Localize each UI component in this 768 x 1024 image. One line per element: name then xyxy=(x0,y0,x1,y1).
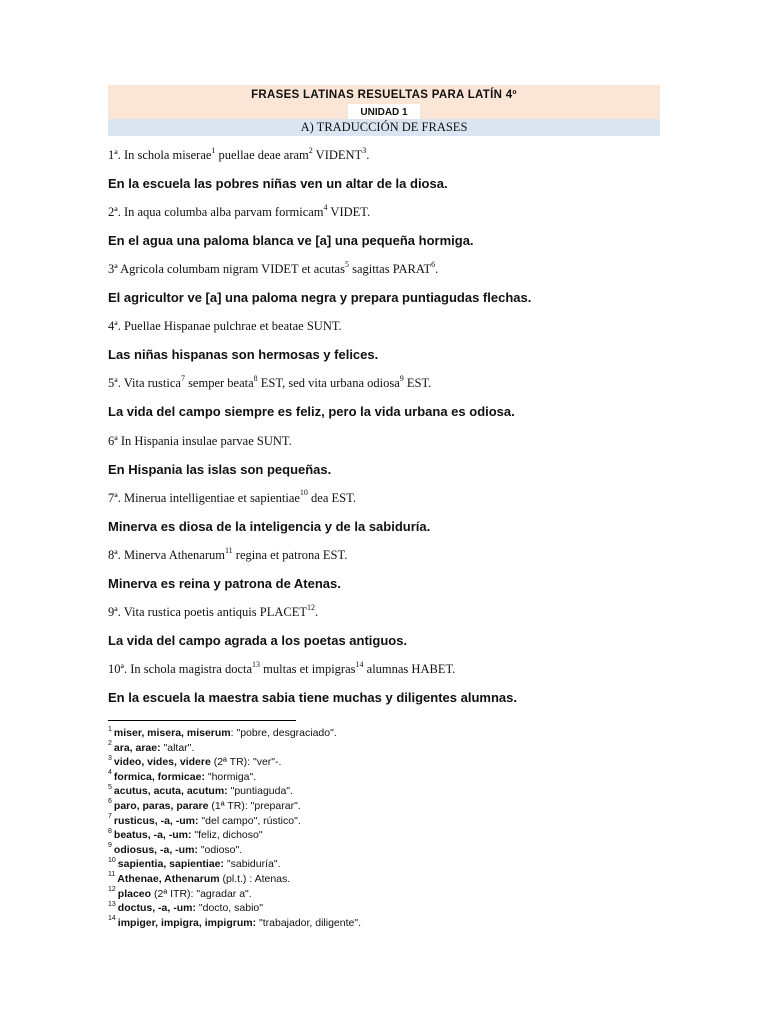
latin-text: puellae deae aram xyxy=(215,148,309,162)
footnote-number: 12 xyxy=(108,886,116,894)
footnote-item xyxy=(108,799,668,814)
footnote-ref: 5 xyxy=(344,260,349,270)
footnote-term: formica, formicae: xyxy=(113,770,205,783)
footnote-number: 4 xyxy=(108,769,112,777)
footnote-definition: (pl.t.) : Atenas. xyxy=(219,872,291,885)
latin-sentence xyxy=(108,147,668,163)
footnote-definition: "docto, sabio" xyxy=(195,902,263,915)
latin-sentence xyxy=(108,261,668,277)
footnote-ref: 4 xyxy=(323,202,328,212)
footnote-definition: (2ª ITR): "agradar a". xyxy=(151,887,252,900)
footnote-item xyxy=(108,843,668,858)
footnote-ref: 2 xyxy=(308,145,313,155)
footnote-definition: "feliz, dichoso" xyxy=(191,829,263,842)
footnote-item xyxy=(108,872,668,887)
footnote-item xyxy=(108,887,668,902)
spanish-translation: La vida del campo siempre es feliz, pero la vida urbana es odiosa. xyxy=(108,404,515,420)
footnote-number: 7 xyxy=(108,813,112,821)
footnote-item xyxy=(108,916,668,931)
footnote-ref: 12 xyxy=(306,602,315,612)
footnote-term: paro, paras, parare xyxy=(113,799,209,812)
spanish-translation: Minerva es diosa de la inteligencia y de la sabiduría. xyxy=(108,518,431,534)
footnote-item xyxy=(108,784,668,799)
footnote-ref: 7 xyxy=(180,374,185,384)
footnote-ref: 6 xyxy=(431,260,436,270)
footnote-number: 8 xyxy=(108,827,112,835)
footnote-number: 14 xyxy=(108,915,116,923)
footnote-number: 5 xyxy=(108,783,112,791)
latin-sentence xyxy=(108,661,668,677)
document-title: FRASES LATINAS RESUELTAS PARA LATÍN 4º xyxy=(108,85,660,105)
latin-text: 4ª. Puellae Hispanae pulchrae et beatae SUNT. xyxy=(108,319,342,334)
footnote-item xyxy=(108,814,668,829)
footnote-item xyxy=(108,755,668,770)
footnote-definition: "altar". xyxy=(160,741,195,754)
footnote-term: miser, misera, miserum xyxy=(113,727,231,739)
footnote-term: video, vides, videre xyxy=(113,756,211,769)
latin-text: sagittas PARAT xyxy=(348,262,432,277)
latin-text: 6ª In Hispania insulae parvae SUNT. xyxy=(108,433,292,448)
footnote-definition: : "pobre, desgraciado". xyxy=(230,727,337,739)
footnote-separator xyxy=(108,720,296,721)
latin-text: dea EST. xyxy=(307,490,356,505)
latin-text: semper beata xyxy=(184,376,254,391)
footnote-term: doctus, -a, -um: xyxy=(117,902,196,915)
footnote-item xyxy=(108,901,668,916)
footnote-item xyxy=(108,726,668,741)
spanish-translation: En Hispania las islas son pequeñas. xyxy=(108,461,332,477)
latin-text: VIDET. xyxy=(327,205,371,220)
footnote-list xyxy=(108,726,668,930)
latin-text: 7ª. Minerua intelligentiae et sapientiae xyxy=(108,490,300,505)
footnote-number: 11 xyxy=(108,871,116,879)
footnote-definition: "odioso". xyxy=(197,843,243,856)
footnote-ref: 1 xyxy=(211,145,216,155)
spanish-translation: En la escuela las pobres niñas ven un altar de la diosa. xyxy=(108,176,448,191)
footnote-number: 3 xyxy=(108,754,112,762)
unit-heading: UNIDAD 1 xyxy=(348,104,419,121)
latin-sentence xyxy=(108,433,668,449)
spanish-translation: La vida del campo agrada a los poetas antiguos. xyxy=(108,632,408,648)
footnote-definition: "del campo", rústico". xyxy=(198,814,301,827)
latin-text: EST. xyxy=(403,376,432,391)
spanish-translation: En la escuela la maestra sabia tiene muchas y diligentes alumnas. xyxy=(108,689,517,705)
footnote-term: sapientia, sapientiae: xyxy=(117,858,225,871)
footnote-term: acutus, acuta, acutum: xyxy=(113,785,228,798)
footnote-ref: 3 xyxy=(362,145,367,155)
footnote-ref: 14 xyxy=(355,659,364,669)
footnote-definition: (1ª TR): "preparar". xyxy=(208,799,301,812)
footnote-term: ara, arae: xyxy=(113,741,161,754)
footnote-ref: 13 xyxy=(252,659,261,669)
latin-text: 10ª. In schola magistra docta xyxy=(108,661,253,676)
footnote-definition: "puntiaguda". xyxy=(227,785,293,798)
footnote-term: odiosus, -a, -um: xyxy=(113,843,198,856)
spanish-translation: El agricultor ve [a] una paloma negra y prepara puntiagudas flechas. xyxy=(108,290,532,306)
footnote-ref: 10 xyxy=(299,488,308,498)
footnote-number: 2 xyxy=(108,740,112,748)
unit-heading-band xyxy=(108,102,660,119)
footnote-number: 6 xyxy=(108,798,112,806)
footnote-number: 13 xyxy=(108,900,116,908)
section-heading: A) TRADUCCIÓN DE FRASES xyxy=(108,119,660,136)
footnote-definition: "hormiga". xyxy=(204,770,257,783)
latin-text: . xyxy=(314,604,319,619)
latin-sentence xyxy=(108,547,668,563)
latin-text: 8ª. Minerva Athenarum xyxy=(108,547,225,562)
footnote-number: 9 xyxy=(108,842,112,850)
footnote-number: 1 xyxy=(108,725,112,733)
footnote-term: placeo xyxy=(117,887,152,900)
footnote-definition: "trabajador, diligente". xyxy=(256,916,362,929)
footnote-term: rusticus, -a, -um: xyxy=(113,814,199,827)
latin-text: 5ª. Vita rustica xyxy=(108,376,181,391)
latin-text: 3ª Agricola columbam nigram VIDET et acutas xyxy=(108,262,345,277)
footnote-definition: (2ª TR): "ver"-. xyxy=(210,756,282,769)
footnote-term: beatus, -a, -um: xyxy=(113,829,192,842)
latin-text: alumnas HABET. xyxy=(363,661,456,676)
latin-sentence xyxy=(108,204,668,220)
spanish-translation: Minerva es reina y patrona de Atenas. xyxy=(108,575,341,591)
footnote-definition: "sabiduría". xyxy=(224,858,281,871)
latin-sentence xyxy=(108,490,668,506)
latin-text: regina et patrona EST. xyxy=(232,547,348,562)
footnote-item xyxy=(108,828,668,843)
footnote-ref: 8 xyxy=(253,374,258,384)
latin-text: 1ª. In schola miserae xyxy=(108,148,212,162)
footnote-item xyxy=(108,770,668,785)
footnote-term: impiger, impigra, impigrum: xyxy=(117,916,257,929)
latin-text: EST, sed vita urbana odiosa xyxy=(257,376,400,391)
latin-text: . xyxy=(366,148,370,162)
spanish-translation: En el agua una paloma blanca ve [a] una pequeña hormiga. xyxy=(108,233,474,249)
latin-text: 2ª. In aqua columba alba parvam formicam xyxy=(108,205,324,220)
footnote-ref: 9 xyxy=(399,374,404,384)
footnote-number: 10 xyxy=(108,856,116,864)
spanish-translation: Las niñas hispanas son hermosas y felices. xyxy=(108,347,379,363)
latin-text: VIDENT xyxy=(312,148,363,162)
latin-sentence xyxy=(108,375,668,391)
footnote-item xyxy=(108,741,668,756)
footnote-ref: 11 xyxy=(224,545,233,555)
footnote-term: Athenae, Athenarum xyxy=(117,872,220,885)
latin-text: 9ª. Vita rustica poetis antiquis PLACET xyxy=(108,604,307,619)
latin-sentence xyxy=(108,604,668,620)
latin-text: . xyxy=(435,262,439,277)
latin-text: multas et impigras xyxy=(260,661,356,676)
latin-sentence xyxy=(108,318,668,334)
footnote-item xyxy=(108,857,668,872)
